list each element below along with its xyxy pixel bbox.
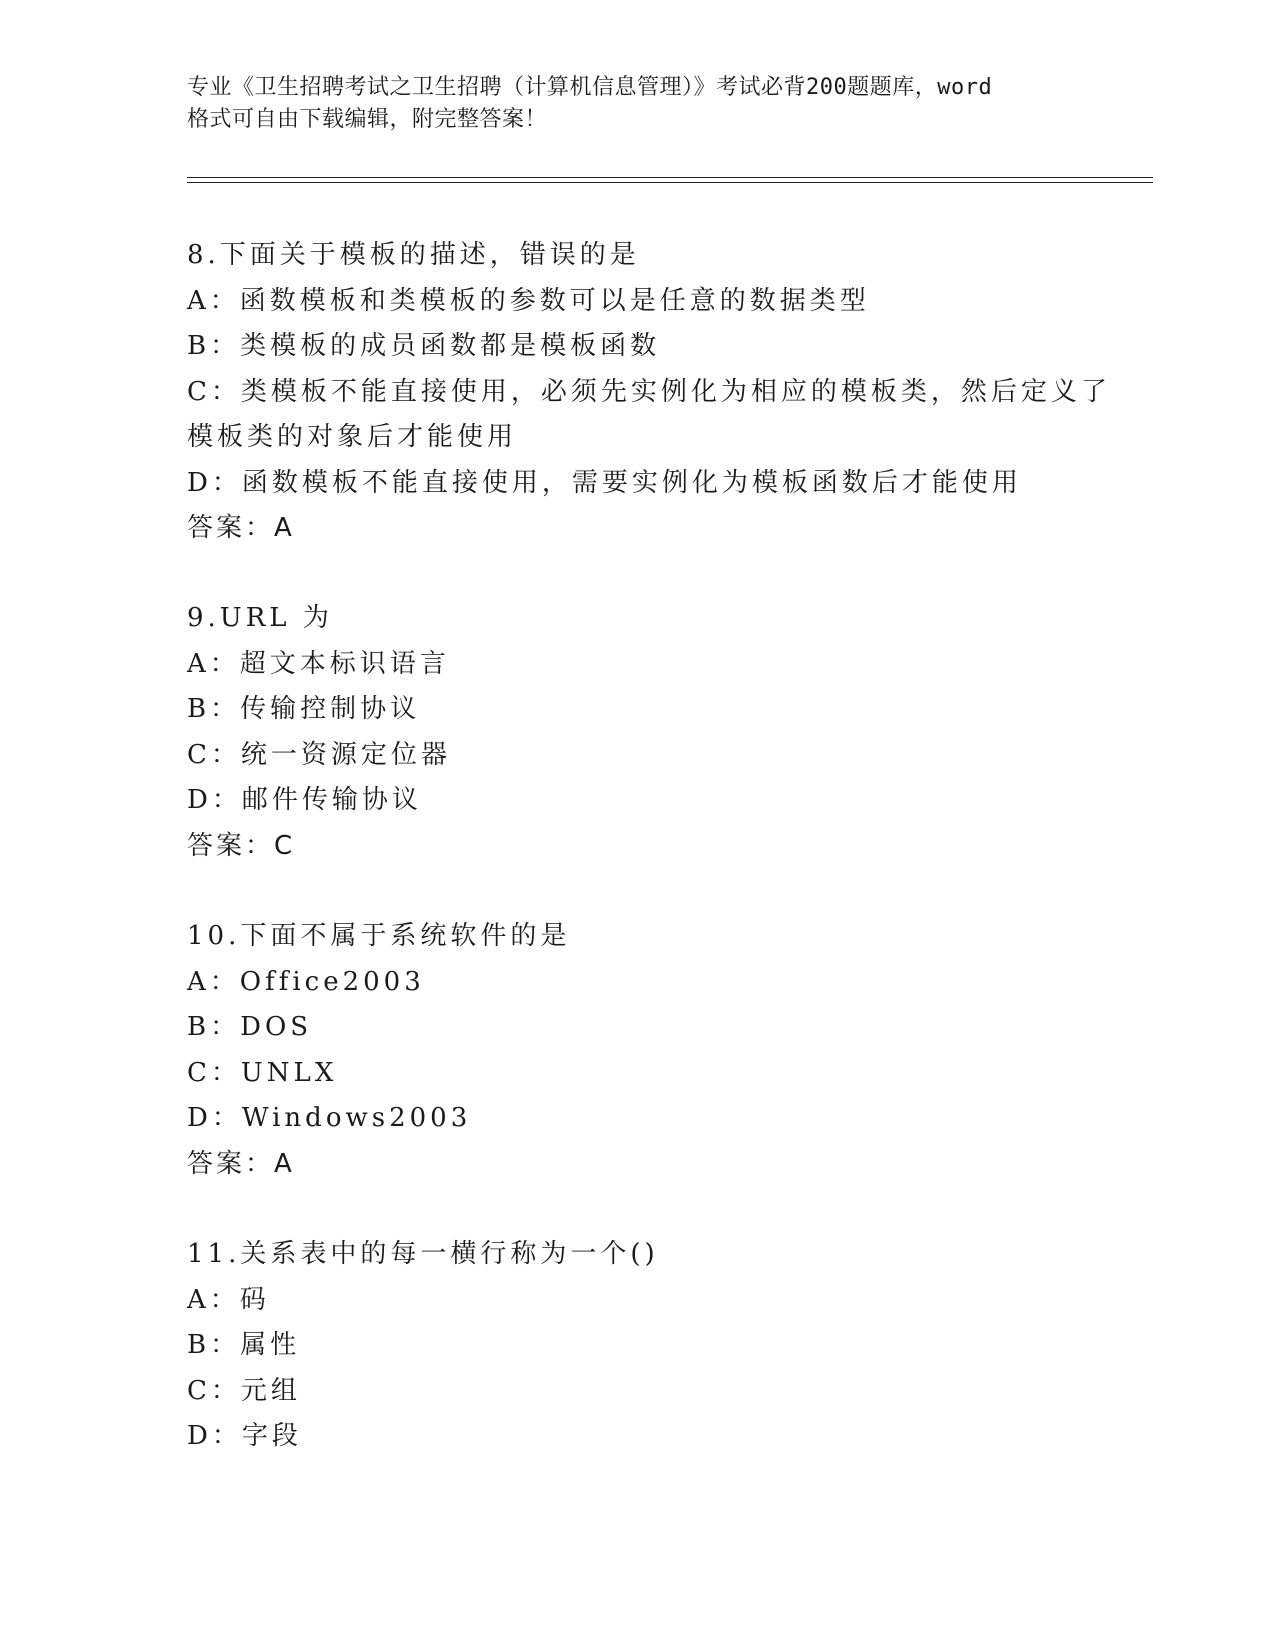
answer-line: 答案：C [187, 830, 296, 861]
option-b: B：类模板的成员函数都是模板函数 [187, 331, 661, 361]
option-d: D：Windows2003 [187, 1103, 472, 1133]
option-c: C：UNLX [187, 1057, 338, 1088]
header-divider-bottom [187, 182, 1153, 183]
question-9 [187, 596, 1087, 869]
question-stem: 8.下面关于模板的描述，错误的是 [187, 240, 640, 270]
option-a: A：Office2003 [187, 966, 425, 997]
question-10 [187, 914, 1087, 1187]
question-11 [187, 1232, 1087, 1460]
question-stem: 10.下面不属于系统软件的是 [187, 921, 571, 951]
option-c: C：类模板不能直接使用，必须先实例化为相应的模板类，然后定义了 [187, 376, 1111, 407]
header-line-2: 格式可自由下载编辑，附完整答案！ [187, 107, 548, 132]
question-8 [187, 233, 1111, 552]
header-divider-top [187, 177, 1153, 178]
answer-line: 答案：A [187, 513, 295, 543]
answer-line: 答案：A [187, 1148, 295, 1179]
option-a: A：超文本标识语言 [187, 648, 450, 679]
header-line-1: 专业《卫生招聘考试之卫生招聘（计算机信息管理）》考试必背200题题库，word [187, 75, 993, 100]
option-b: B：DOS [187, 1012, 313, 1042]
option-d: D：函数模板不能直接使用，需要实例化为模板函数后才能使用 [187, 467, 1022, 498]
option-a: A：函数模板和类模板的参数可以是任意的数据类型 [187, 285, 870, 316]
option-c: C：元组 [187, 1375, 301, 1406]
option-c: C：统一资源定位器 [187, 739, 451, 770]
option-c-continuation: 模板类的对象后才能使用 [187, 422, 518, 452]
option-b: B：属性 [187, 1330, 301, 1360]
question-stem: 11.关系表中的每一横行称为一个() [187, 1239, 659, 1269]
question-stem: 9.URL 为 [187, 603, 333, 633]
option-d: D：字段 [187, 1421, 302, 1451]
option-a: A：码 [187, 1284, 270, 1315]
document-header [187, 72, 1087, 136]
option-d: D：邮件传输协议 [187, 785, 422, 815]
option-b: B：传输控制协议 [187, 694, 421, 724]
